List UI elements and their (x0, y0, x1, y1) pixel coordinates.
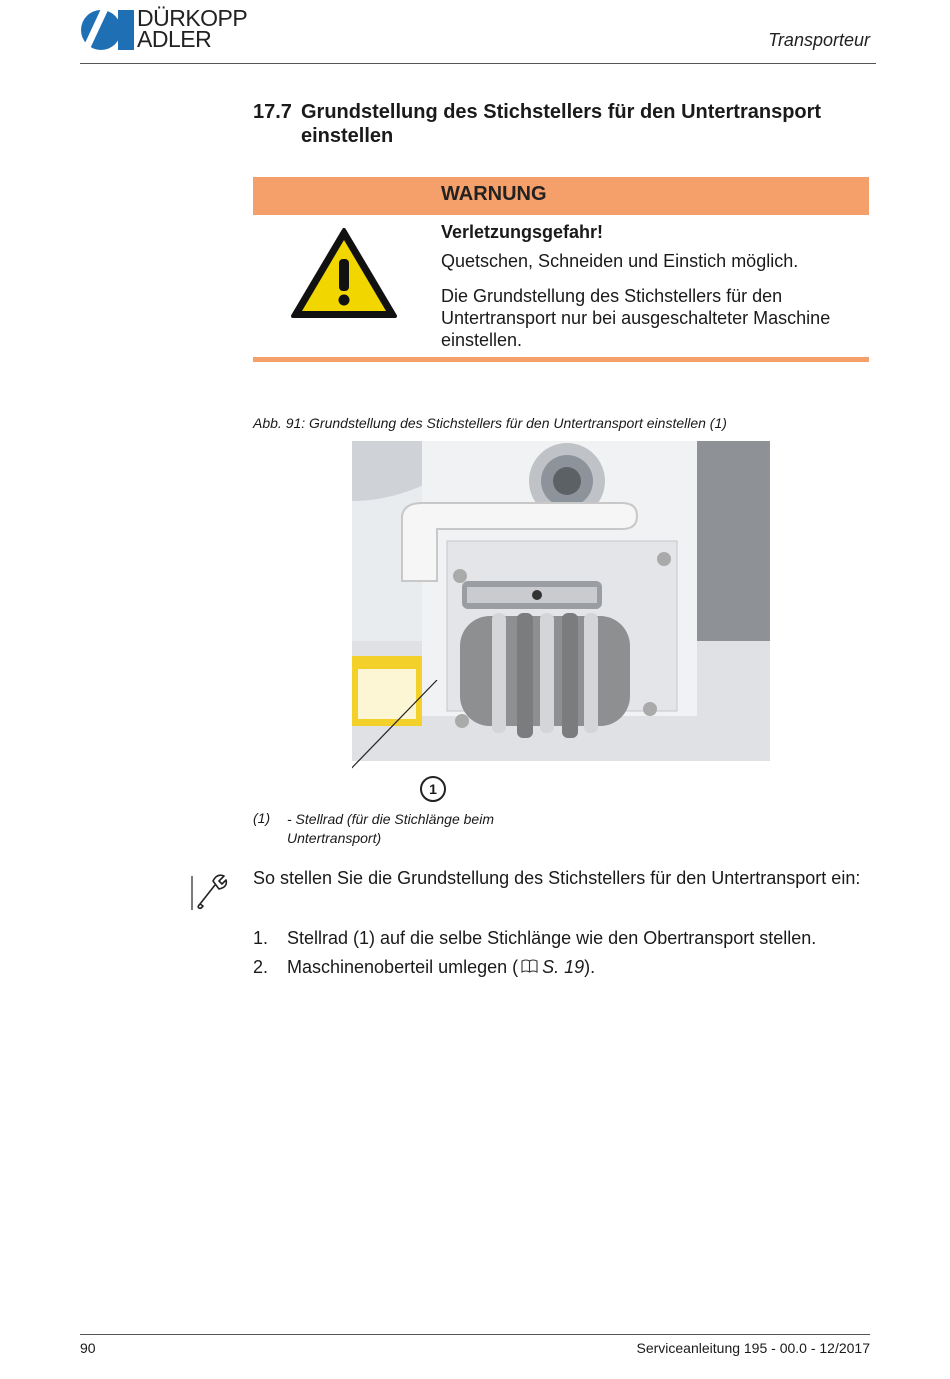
step-text: Stellrad (1) auf die selbe Stichlänge wie den Obertransport stellen. (287, 928, 817, 948)
step-number: 1. (253, 928, 269, 948)
footer-divider (80, 1334, 870, 1335)
callout-marker: 1 (420, 776, 446, 802)
instruction-intro: So stellen Sie die Grundstellung des Stichstellers für den Untertransport ein: (253, 868, 861, 888)
chapter-header: Transporteur (768, 30, 870, 50)
legend-number: (1) (253, 810, 271, 826)
page-reference-link[interactable]: S. 19 (542, 957, 585, 977)
figure-caption: Abb. 91: Grundstellung des Stichstellers für den Untertransport einstellen (1) (253, 415, 727, 431)
wrench-icon (190, 870, 228, 910)
step-number: 2. (253, 957, 269, 977)
document-info: Serviceanleitung 195 - 00.0 - 12/2017 (636, 1340, 870, 1356)
logo-text: DÜRKOPP ADLER (137, 5, 248, 52)
logo-mark-icon (80, 8, 136, 52)
warning-text-1: Quetschen, Schneiden und Einstich möglich. (441, 251, 799, 271)
step-text: Maschinenoberteil umlegen ( S. 19). (287, 957, 596, 977)
page-number: 90 (80, 1340, 96, 1356)
warning-header-bar (253, 177, 869, 215)
warning-subtitle: Verletzungsgefahr! (441, 222, 604, 242)
legend-text: - Stellrad (für die Stichlänge beim Untertransport) (287, 811, 494, 846)
section-title: Grundstellung des Stichstellers für den Untertransport einstellen (301, 101, 822, 147)
section-number: 17.7 (253, 101, 292, 123)
warning-triangle-icon (290, 227, 398, 319)
warning-text-2: Die Grundstellung des Stichstellers für den Untertransport nur bei ausgeschalteter Maschine einstellen. (441, 286, 831, 350)
book-reference-icon (521, 959, 538, 974)
warning-title: WARNUNG (441, 183, 547, 205)
warning-bottom-bar (253, 357, 869, 362)
callout-leader-line (352, 680, 452, 780)
header-divider (80, 63, 876, 64)
